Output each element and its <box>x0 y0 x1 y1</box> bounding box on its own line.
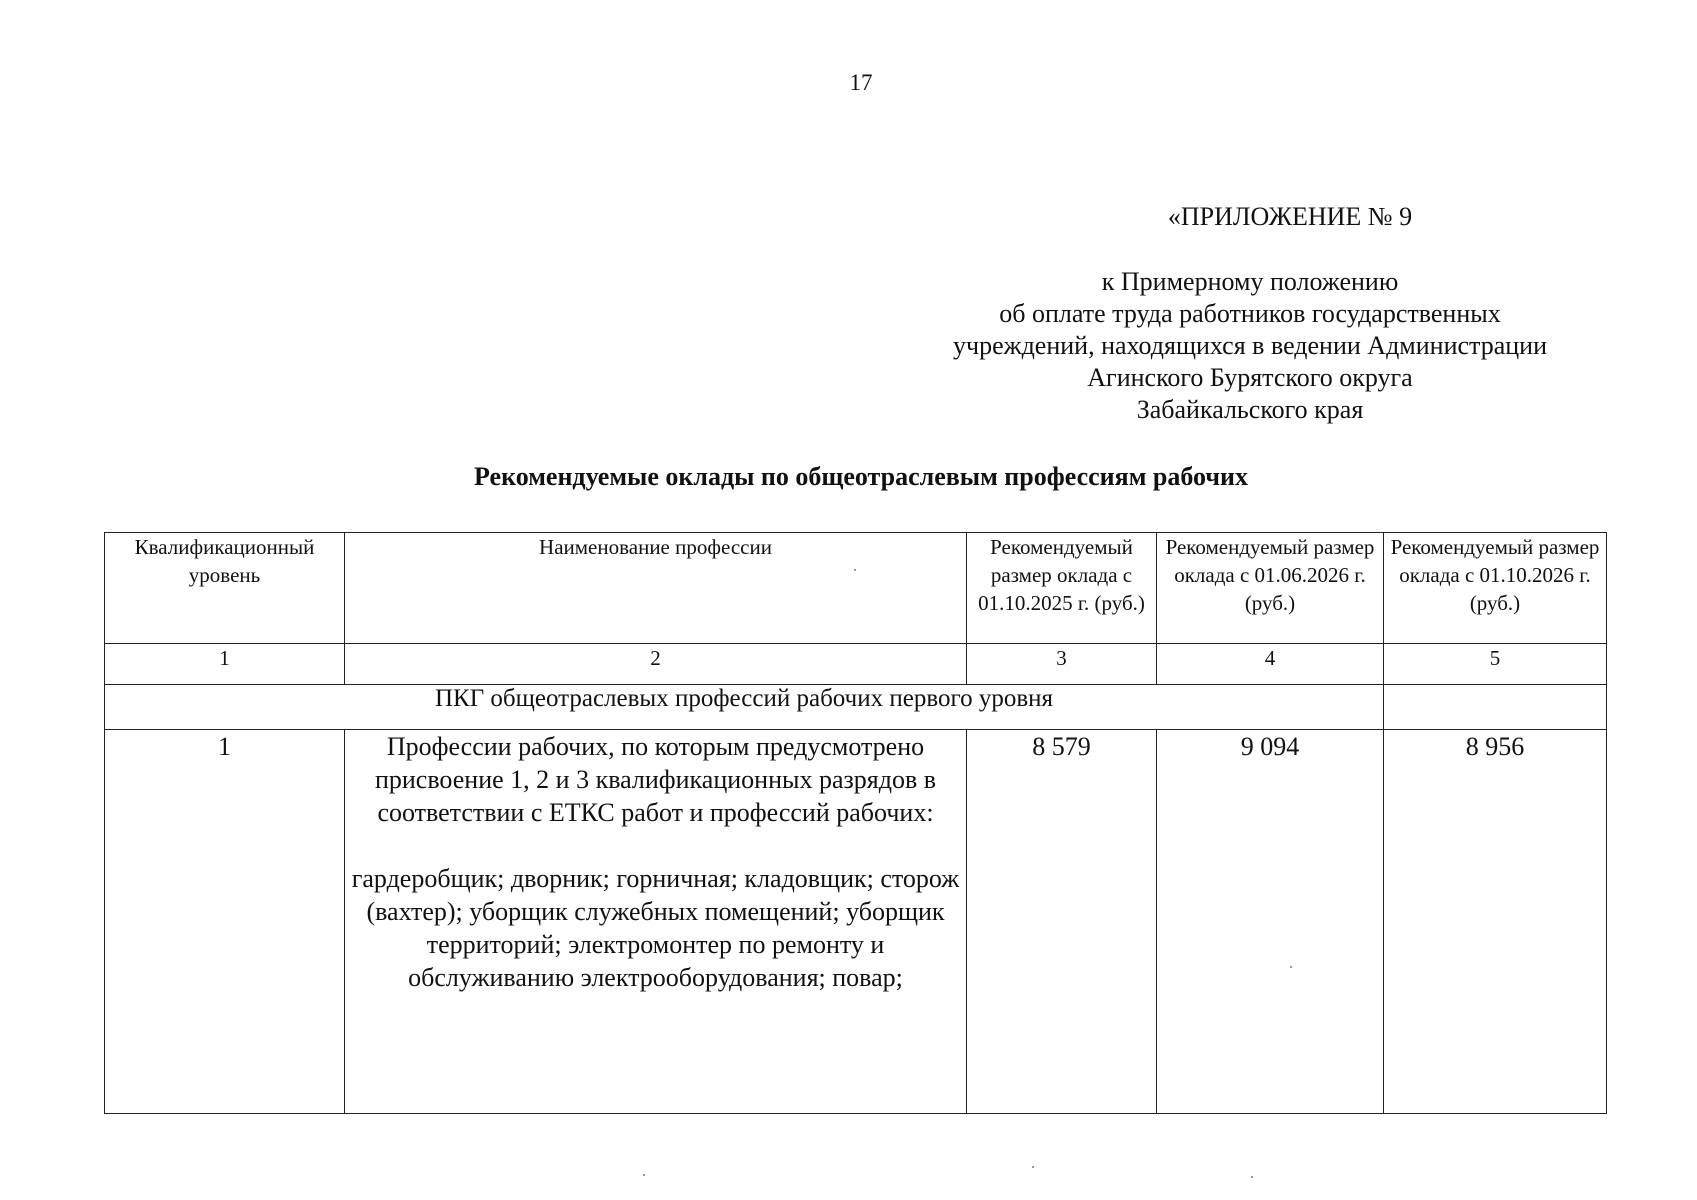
header-qualification-level: Квалификационный уровень <box>105 533 345 644</box>
scan-speck <box>1251 1176 1253 1178</box>
salary-2026-06: 9 094 <box>1157 730 1384 1114</box>
appendix-subtitle-line: Агинского Бурятского округа <box>1087 363 1413 392</box>
column-number: 4 <box>1157 644 1384 685</box>
qualification-level: 1 <box>105 730 345 1114</box>
column-number: 5 <box>1384 644 1607 685</box>
scan-speck <box>1290 966 1292 968</box>
column-number-row <box>105 644 1607 685</box>
profession-intro: Профессии рабочих, по которым предусмотрено присвоение 1, 2 и 3 квалификационных разрядов в соответствии с ЕТКС работ и профессий рабочих: <box>374 732 937 827</box>
table-row <box>105 730 1607 1114</box>
appendix-subtitle-line: к Примерному положению <box>1101 267 1399 296</box>
group-label: ПКГ общеотраслевых профессий рабочих первого уровня <box>105 685 1384 730</box>
page-number: 17 <box>849 70 873 95</box>
column-number: 2 <box>345 644 967 685</box>
column-number: 1 <box>105 644 345 685</box>
salary-table <box>104 532 1607 1114</box>
appendix-subtitle-line: Забайкальского края <box>1136 395 1364 424</box>
salary-2025-10: 8 579 <box>967 730 1157 1114</box>
header-profession-name: Наименование профессии <box>345 533 967 644</box>
scan-speck <box>643 1174 645 1176</box>
scan-speck <box>1032 1166 1034 1168</box>
header-salary-2025-10: Рекомендуемый размер оклада с 01.10.2025 г. (руб.) <box>967 533 1157 644</box>
header-salary-2026-06: Рекомендуемый размер оклада с 01.06.2026 г. (руб.) <box>1157 533 1384 644</box>
scan-speck <box>854 569 856 571</box>
group-row <box>105 685 1607 730</box>
column-number: 3 <box>967 644 1157 685</box>
appendix-subtitle <box>920 266 1580 426</box>
group-empty-cell <box>1384 685 1607 730</box>
salary-2026-10: 8 956 <box>1384 730 1607 1114</box>
profession-list: гардеробщик; дворник; горничная; кладовщик; сторож (вахтер); уборщик служебных помещений; уборщик территорий; электромонтер по ремонту и обслуживанию электрооборудования; повар; <box>351 864 960 992</box>
paragraph-gap <box>351 829 960 862</box>
profession-name <box>345 730 967 1114</box>
table-title: Рекомендуемые оклады по общеотраслевым профессиям рабочих <box>473 462 1249 491</box>
appendix-subtitle-line: об оплате труда работников государственных <box>999 299 1501 328</box>
table-header-row <box>105 533 1607 644</box>
header-salary-2026-10: Рекомендуемый размер оклада с 01.10.2026 г. (руб.) <box>1384 533 1607 644</box>
appendix-subtitle-line: учреждений, находящихся в ведении Администрации <box>953 331 1547 360</box>
appendix-title: «ПРИЛОЖЕНИЕ № 9 <box>1167 202 1413 231</box>
